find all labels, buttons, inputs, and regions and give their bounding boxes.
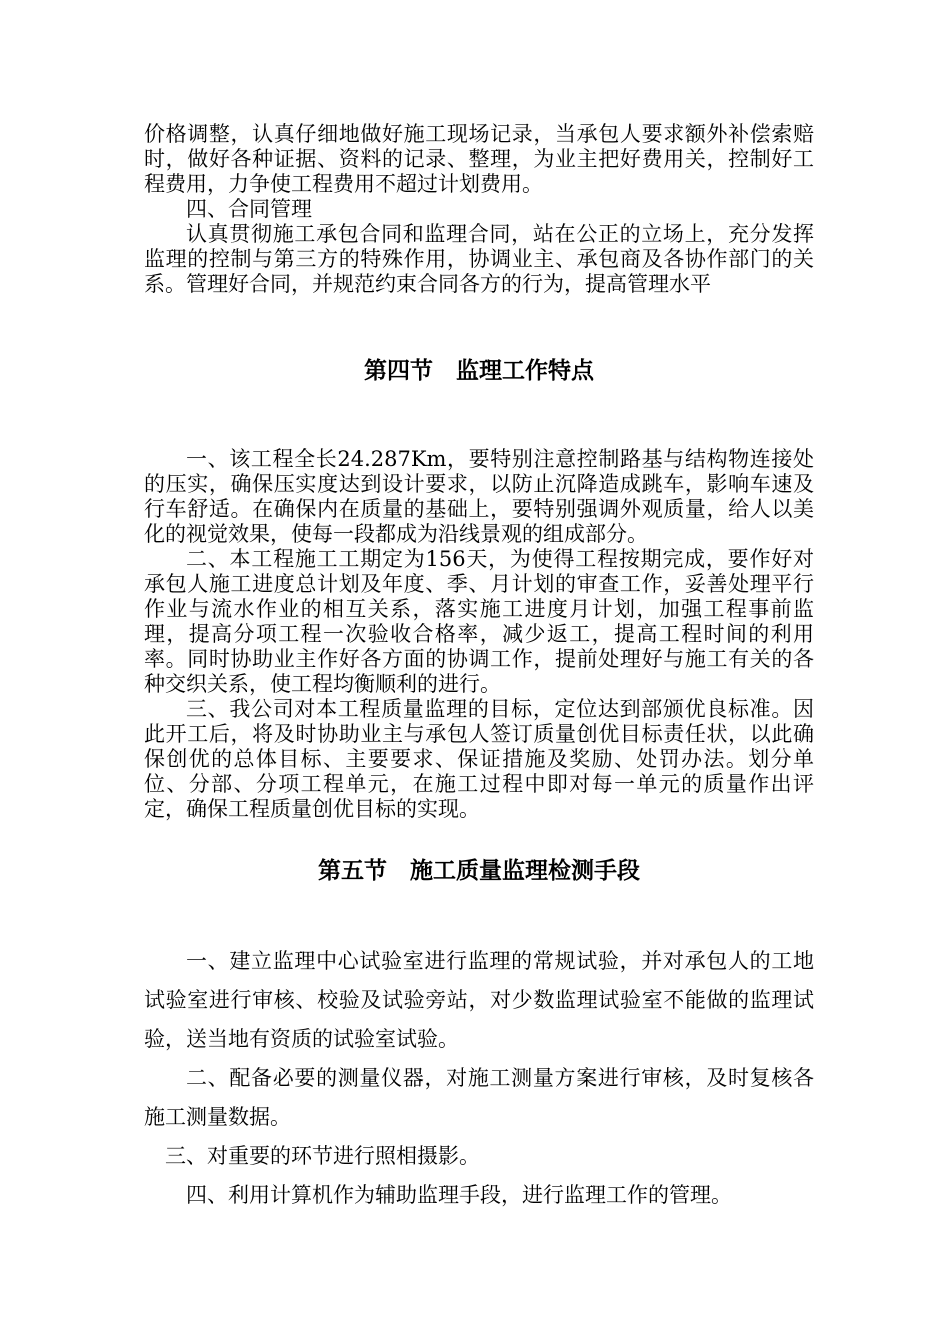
section4-body bbox=[144, 447, 814, 822]
paragraph-method-1: 一、建立监理中心试验室进行监理的常规试验，并对承包人的工地试验室进行审核、校验及试验旁站，对少数监理试验室不能做的监理试验，送当地有资质的试验室试验。 bbox=[144, 949, 814, 1051]
section4-title: 第四节 监理工作特点 bbox=[364, 358, 594, 384]
paragraph-contract-management: 认真贯彻施工承包合同和监理合同，站在公正的立场上，充分发挥监理的控制与第三方的特殊作用，协调业主、承包商及各协作部门的关系。管理好合同，并规范约束合同各方的行为，提高管理水平 bbox=[144, 222, 814, 296]
section3-tail bbox=[144, 122, 814, 297]
paragraph-feature-3: 三、我公司对本工程质量监理的目标，定位达到部颁优良标准。因此开工后，将及时协助业主与承包人签订质量创优目标责任状，以此确保创优的总体目标、主要要求、保证措施及奖励、处罚办法。划分单位、分部、分项工程单元，在施工过程中即对每一单元的质量作出评定，确保工程质量创优目标的实现。 bbox=[144, 697, 814, 821]
section5-body bbox=[144, 942, 814, 1215]
paragraph-feature-1: 一、该工程全长24.287Km，要特别注意控制路基与结构物连接处的压实，确保压实度达到设计要求，以防止沉降造成跳车，影响车速及行车舒适。在确保内在质量的基础上，要特别强调外观质量，给人以美化的视觉效果，使每一段都成为沿线景观的组成部分。 bbox=[144, 447, 814, 546]
paragraph-feature-2: 二、本工程施工工期定为156天，为使得工程按期完成，要作好对承包人施工进度总计划及年度、季、月计划的审查工作，妥善处理平行作业与流水作业的相互关系，落实施工进度月计划，加强工程事前监理，提高分项工程一次验收合格率，减少返工，提高工程时间的利用率。同时协助业主作好各方面的协调工作，提前处理好与施工有关的各种交织关系，使工程均衡顺利的进行。 bbox=[144, 547, 814, 696]
paragraph-method-3: 三、对重要的环节进行照相摄影。 bbox=[165, 1144, 480, 1168]
section5-title: 第五节 施工质量监理检测手段 bbox=[318, 858, 640, 884]
subheading-contract-management: 四、合同管理 bbox=[186, 197, 312, 221]
paragraph-price-adjustment: 价格调整，认真仔细地做好施工现场记录，当承包人要求额外补偿索赔时，做好各种证据、资料的记录、整理，为业主把好费用关，控制好工程费用，力争使工程费用不超过计划费用。 bbox=[144, 122, 814, 196]
paragraph-method-2: 二、配备必要的测量仪器，对施工测量方案进行审核，及时复核各施工测量数据。 bbox=[144, 1066, 814, 1129]
paragraph-method-4: 四、利用计算机作为辅助监理手段，进行监理工作的管理。 bbox=[186, 1183, 732, 1207]
